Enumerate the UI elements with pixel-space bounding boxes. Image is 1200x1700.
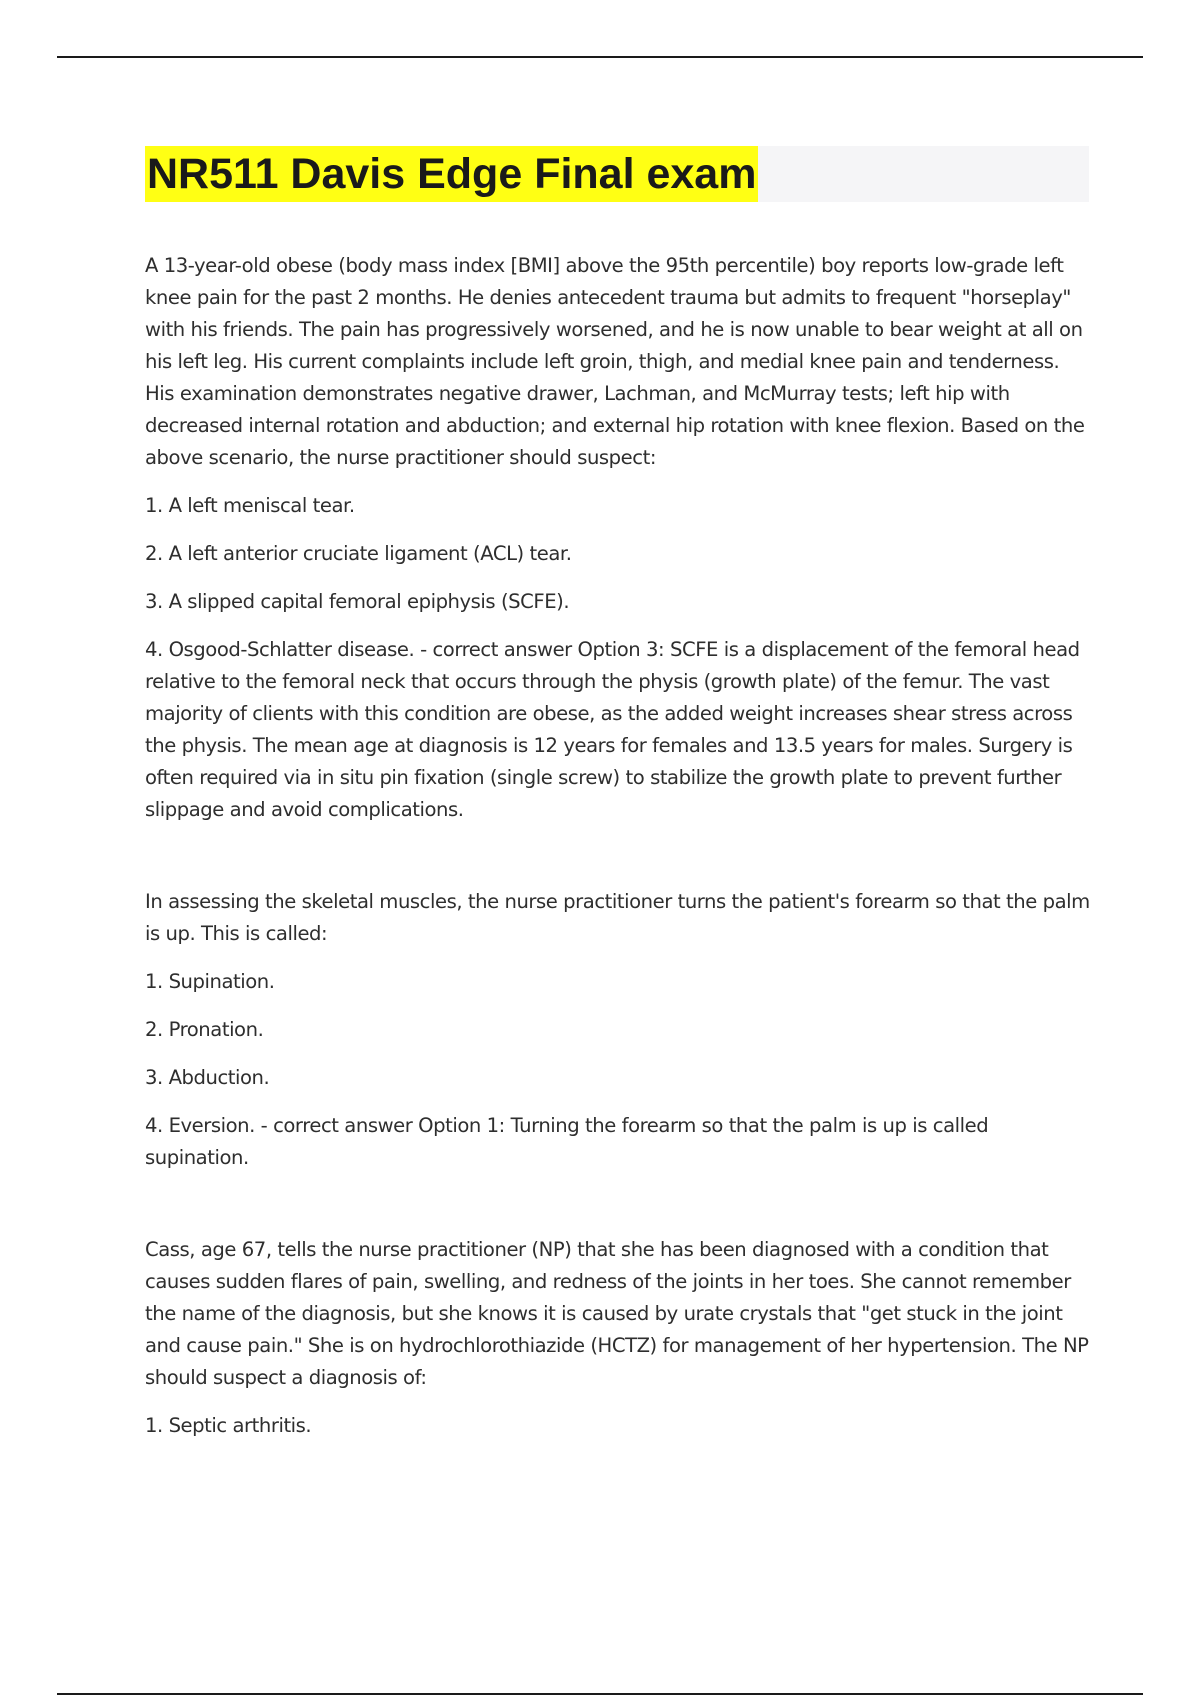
answer-option-with-rationale: 4. Osgood-Schlatter disease. - correct answer Option 3: SCFE is a displacement of the femoral head relative to the femoral neck that occurs through the physis (growth plate) of the femur. The vast majority of clients with this condition are obese, as the added weight increases shear stress across the physis. The mean age at diagnosis is 12 years for females and 13.5 years for males. Surgery is often required via in situ pin fixation (single screw) to stabilize the growth plate to prevent further slippage and avoid complications.: [145, 638, 1080, 821]
answer-option: 3. A slipped capital femoral epiphysis (SCFE).: [145, 590, 570, 613]
answer-option: 2. A left anterior cruciate ligament (ACL) tear.: [145, 542, 572, 565]
header-rule: [57, 56, 1143, 58]
answer-option: 3. Abduction.: [145, 1066, 270, 1089]
question-block: [145, 250, 1090, 826]
answer-option: 2. Pronation.: [145, 1018, 264, 1041]
footer-rule: [57, 1693, 1143, 1695]
document-title: NR511 Davis Edge Final exam: [145, 146, 758, 202]
answer-option: 1. Septic arthritis.: [145, 1414, 312, 1437]
question-stem: A 13-year-old obese (body mass index [BMI] above the 95th percentile) boy reports low-grade left knee pain for the past 2 months. He denies antecedent trauma but admits to frequent "horseplay" with his friends. The pain has progressively worsened, and he is now unable to bear weight at all on his left leg. His current complaints include left groin, thigh, and medial knee pain and tenderness. His examination demonstrates negative drawer, Lachman, and McMurray tests; left hip with decreased internal rotation and abduction; and external hip rotation with knee flexion. Based on the above scenario, the nurse practitioner should suspect:: [145, 254, 1085, 469]
question-stem: Cass, age 67, tells the nurse practitioner (NP) that she has been diagnosed with a condition that causes sudden flares of pain, swelling, and redness of the joints in her toes. She cannot remember the name of the diagnosis, but she knows it is caused by urate crystals that "get stuck in the joint and cause pain." She is on hydrochlorothiazide (HCTZ) for management of her hypertension. The NP should suspect a diagnosis of:: [145, 1238, 1089, 1389]
answer-option: 1. Supination.: [145, 970, 275, 993]
document-body: [145, 250, 1090, 1442]
answer-option-with-rationale: 4. Eversion. - correct answer Option 1: Turning the forearm so that the palm is up is called supination.: [145, 1114, 989, 1169]
answer-option: 1. A left meniscal tear.: [145, 494, 355, 517]
question-block: [145, 1234, 1090, 1442]
question-block: [145, 886, 1090, 1174]
question-stem: In assessing the skeletal muscles, the nurse practitioner turns the patient's forearm so that the palm is up. This is called:: [145, 890, 1090, 945]
